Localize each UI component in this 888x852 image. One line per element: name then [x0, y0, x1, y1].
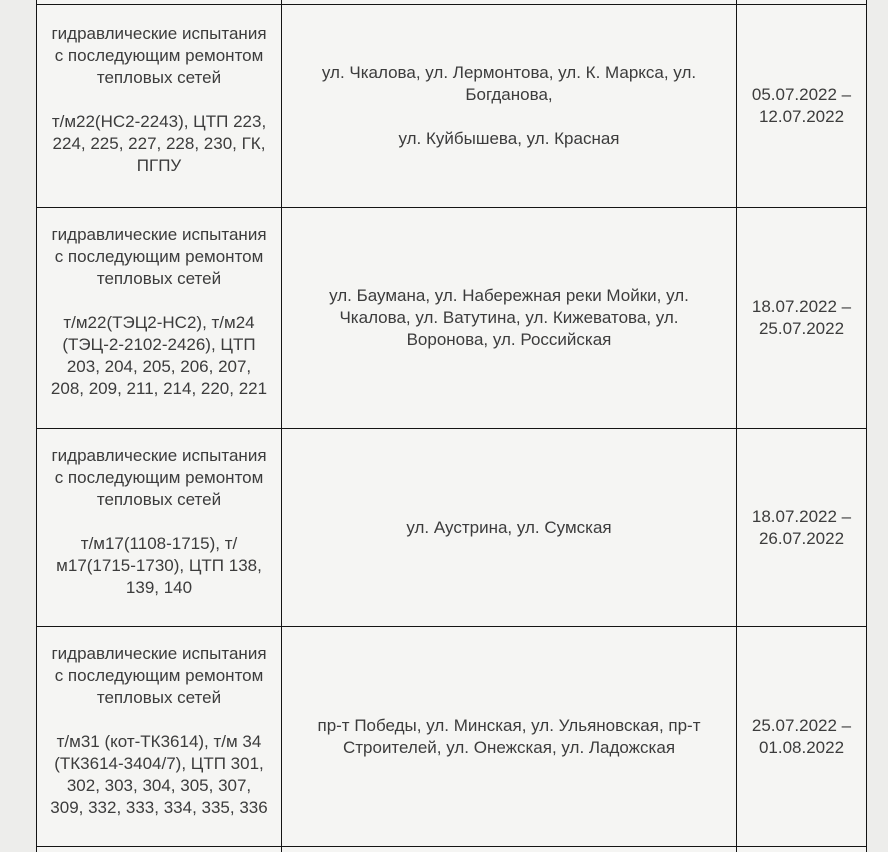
streets-text: ул. Чкалова, ул. Лермонтова, ул. К. Маркса, ул. Богданова,: [321, 63, 697, 104]
work-objects: т/м17(1108-1715), т/м17(1715-1730), ЦТП 138, 139, 140: [56, 533, 262, 597]
date-range: 18.07.2022 – 26.07.2022: [751, 506, 852, 548]
streets-text: ул. Аустрина, ул. Сумская: [406, 517, 612, 537]
work-description: гидравлические испытания с последующим ремонтом тепловых сетей: [51, 445, 267, 509]
work-objects: т/м31 (кот-ТК3614), т/м 34 (ТК3614-3404/7), ЦТП 301, 302, 303, 304, 305, 307, 309, 332, 333, 334, 335, 336: [50, 731, 268, 817]
work-description: гидравлические испытания с последующим ремонтом тепловых сетей: [51, 225, 267, 288]
work-objects: т/м22(ТЭЦ2-НС2), т/м24 (ТЭЦ-2-2102-2426), ЦТП 203, 204, 205, 206, 207, 208, 209, 211, 214, 220, 221: [50, 313, 268, 398]
table-row-partial-bottom: [37, 847, 866, 852]
work-cell: [37, 5, 282, 207]
date-range: 18.07.2022 – 25.07.2022: [751, 297, 852, 338]
schedule-table: [36, 0, 867, 852]
work-description: гидравлические испытания с последующим ремонтом тепловых сетей: [51, 24, 267, 87]
work-cell: [37, 208, 282, 428]
work-cell: [37, 429, 282, 626]
dates-cell: [737, 5, 866, 207]
table-row: [37, 208, 866, 429]
dates-cell: [737, 429, 866, 626]
streets-cell: [282, 429, 737, 626]
table-row: [37, 5, 866, 208]
work-cell: [37, 627, 282, 846]
dates-cell: [737, 627, 866, 846]
work-description: гидравлические испытания с последующим ремонтом тепловых сетей: [51, 643, 267, 707]
dates-cell: [737, 847, 866, 852]
streets-cell: [282, 847, 737, 852]
date-range: 25.07.2022 – 01.08.2022: [751, 715, 852, 757]
dates-cell: [737, 208, 866, 428]
table-row: [37, 627, 866, 847]
streets-text: пр-т Победы, ул. Минская, ул. Ульяновская, пр-т Строителей, ул. Онежская, ул. Ладожская: [317, 715, 701, 757]
table-row: [37, 429, 866, 627]
streets-cell: [282, 5, 737, 207]
streets-text: ул. Куйбышева, ул. Красная: [398, 129, 620, 148]
streets-cell: [282, 208, 737, 428]
work-objects: т/м22(НС2-2243), ЦТП 223, 224, 225, 227, 228, 230, ГК, ПГПУ: [51, 112, 267, 175]
streets-cell: [282, 627, 737, 846]
date-range: 05.07.2022 – 12.07.2022: [751, 85, 852, 126]
streets-text: ул. Баумана, ул. Набережная реки Мойки, ул. Чкалова, ул. Ватутина, ул. Кижеватова, ул. Воронова, ул. Российская: [329, 286, 689, 349]
work-cell: [37, 847, 282, 852]
